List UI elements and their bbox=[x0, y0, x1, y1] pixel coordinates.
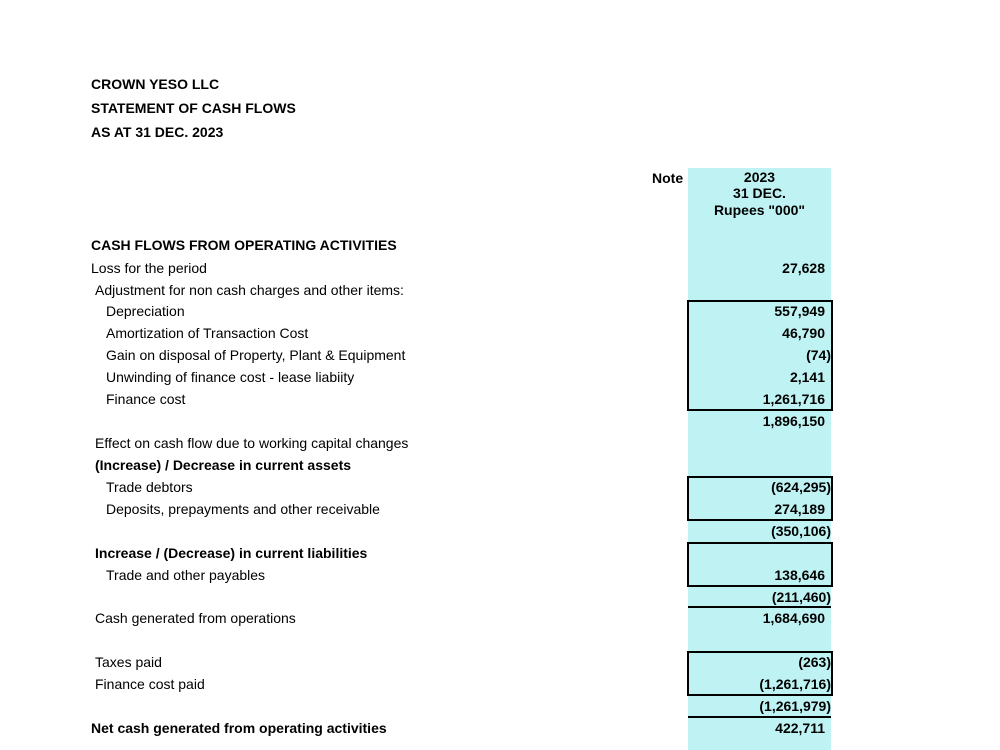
row-label: Trade and other payables bbox=[106, 567, 266, 583]
row-label: Trade debtors bbox=[106, 479, 193, 495]
table-row bbox=[0, 651, 1000, 673]
statement-period: AS AT 31 DEC. 2023 bbox=[91, 124, 224, 140]
table-row bbox=[0, 586, 1000, 608]
column-year: 2023 bbox=[743, 169, 776, 185]
row-label: Finance cost paid bbox=[95, 676, 205, 692]
row-label: Cash generated from operations bbox=[95, 610, 296, 626]
row-label: Adjustment for non cash charges and other items: bbox=[95, 282, 404, 298]
row-label: Effect on cash flow due to working capital changes bbox=[95, 435, 409, 451]
row-value: (211,460) bbox=[771, 589, 831, 605]
row-value: 2,141 bbox=[789, 369, 825, 385]
row-label: Increase / (Decrease) in current liabilities bbox=[95, 545, 368, 561]
row-value: 27,628 bbox=[782, 260, 825, 276]
row-value: 1,684,690 bbox=[762, 610, 825, 626]
table-row bbox=[0, 695, 1000, 717]
column-date: 31 DEC. bbox=[733, 185, 786, 201]
table-row bbox=[0, 300, 1000, 322]
table-row bbox=[0, 498, 1000, 520]
table-row bbox=[0, 629, 1000, 651]
row-value: (1,261,979) bbox=[759, 698, 831, 714]
row-value: 138,646 bbox=[774, 567, 825, 583]
column-unit: Rupees "000" bbox=[713, 202, 806, 218]
row-value: 46,790 bbox=[782, 325, 825, 341]
table-row bbox=[0, 607, 1000, 629]
table-row bbox=[0, 234, 1000, 256]
table-row bbox=[0, 520, 1000, 542]
row-label: Deposits, prepayments and other receivable bbox=[106, 501, 380, 517]
row-value: 557,949 bbox=[774, 303, 825, 319]
table-row bbox=[0, 454, 1000, 476]
row-label: Taxes paid bbox=[95, 654, 162, 670]
row-value: 1,896,150 bbox=[762, 413, 825, 429]
note-column-header: Note bbox=[652, 170, 684, 186]
table-row bbox=[0, 257, 1000, 279]
row-value: (263) bbox=[798, 654, 831, 670]
table-row bbox=[0, 564, 1000, 586]
row-label: Unwinding of finance cost - lease liabiity bbox=[106, 369, 355, 385]
row-value: 274,189 bbox=[774, 501, 825, 517]
row-value: 422,711 bbox=[775, 720, 825, 736]
row-label: Net cash generated from operating activities bbox=[91, 720, 387, 736]
row-value: (1,261,716) bbox=[759, 676, 831, 692]
table-row bbox=[0, 366, 1000, 388]
table-row bbox=[0, 388, 1000, 410]
table-row bbox=[0, 410, 1000, 432]
row-label: Gain on disposal of Property, Plant & Equipment bbox=[106, 347, 406, 363]
table-row bbox=[0, 344, 1000, 366]
statement-title: STATEMENT OF CASH FLOWS bbox=[91, 100, 296, 116]
table-row bbox=[0, 322, 1000, 344]
row-value: (74) bbox=[806, 347, 831, 363]
row-label: CASH FLOWS FROM OPERATING ACTIVITIES bbox=[91, 237, 397, 253]
table-row bbox=[0, 476, 1000, 498]
row-value: 1,261,716 bbox=[762, 391, 825, 407]
row-label: Amortization of Transaction Cost bbox=[106, 325, 309, 341]
table-row bbox=[0, 542, 1000, 564]
row-value: (350,106) bbox=[771, 523, 831, 539]
table-row bbox=[0, 279, 1000, 301]
row-label: Depreciation bbox=[106, 303, 185, 319]
row-label: Finance cost bbox=[106, 391, 186, 407]
row-label: Loss for the period bbox=[91, 260, 207, 276]
company-name: CROWN YESO LLC bbox=[91, 76, 220, 92]
row-label: (Increase) / Decrease in current assets bbox=[95, 457, 352, 473]
table-row bbox=[0, 432, 1000, 454]
row-value: (624,295) bbox=[771, 479, 831, 495]
table-row bbox=[0, 717, 1000, 739]
table-row bbox=[0, 673, 1000, 695]
